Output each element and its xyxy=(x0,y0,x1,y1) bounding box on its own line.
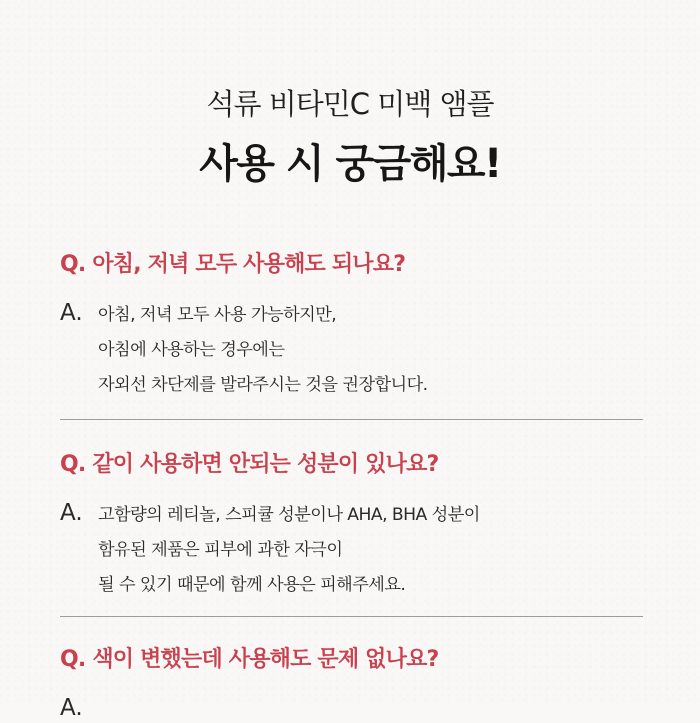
faq-item-1 xyxy=(60,250,643,403)
faq-question: Q. 같이 사용하면 안되는 성분이 있나요? xyxy=(60,452,439,477)
answer-line: 자외선 차단제를 발라주시는 것을 권장합니다. xyxy=(98,375,428,395)
answer-text xyxy=(98,298,428,403)
product-subtitle: 석류 비타민C 미백 앰플 xyxy=(206,87,494,121)
answer-line: 아침에 사용하는 경우에는 xyxy=(98,340,285,360)
answer-marker: A. xyxy=(60,300,83,326)
section-divider xyxy=(60,616,643,617)
faq-answer xyxy=(60,498,643,603)
answer-line: 아침, 저녁 모두 사용 가능하지만, xyxy=(98,305,337,325)
faq-answer xyxy=(60,298,643,403)
page-title: 사용 시 궁금해요! xyxy=(199,141,501,187)
faq-item-3 xyxy=(60,645,643,723)
answer-marker: A. xyxy=(60,500,83,526)
answer-line: 함유된 제품은 피부에 과한 자극이 xyxy=(98,540,343,560)
faq-item-2 xyxy=(60,450,643,603)
answer-line: 고함량의 레티놀, 스피큘 성분이나 AHA, BHA 성분이 xyxy=(98,505,480,525)
faq-question: Q. 색이 변했는데 사용해도 문제 없나요? xyxy=(60,647,439,672)
answer-marker: A. xyxy=(60,695,83,721)
faq-question: Q. 아침, 저녁 모두 사용해도 되나요? xyxy=(60,252,406,277)
section-divider xyxy=(60,419,643,420)
answer-line: 될 수 있기 때문에 함께 사용은 피해주세요. xyxy=(98,575,406,595)
answer-text xyxy=(98,498,480,603)
page-header xyxy=(0,82,700,190)
faq-answer xyxy=(60,693,643,723)
